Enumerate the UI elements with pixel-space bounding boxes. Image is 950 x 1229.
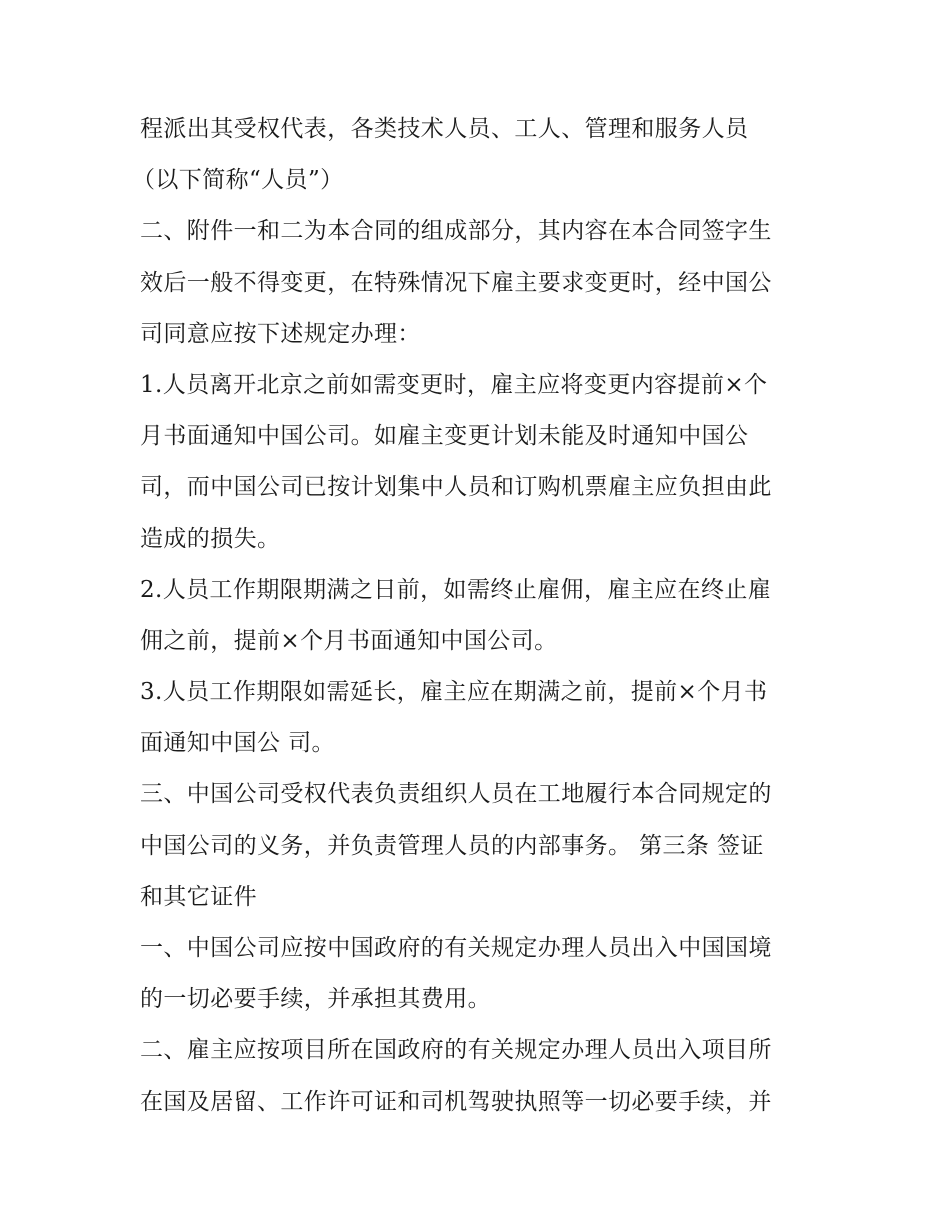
- text-line: 二、雇主应按项目所在国政府的有关规定办理人员出入项目所: [140, 1037, 772, 1064]
- text-line: 3.人员工作期限如需延长，雇主应在期满之前，提前×个月书: [140, 679, 768, 706]
- text-line: 佣之前，提前×个月书面通知中国公司。: [140, 627, 558, 654]
- document-body: [132, 104, 830, 1128]
- text-line: 效后一般不得变更，在特殊情况下雇主要求变更时，经中国公: [140, 269, 772, 296]
- text-line: 程派出其受权代表，各类技术人员、工人、管理和服务人员: [140, 116, 749, 142]
- text-line: 的一切必要手续，并承担其费用。: [140, 986, 491, 1013]
- text-line: 二、附件一和二为本合同的组成部分，其内容在本合同签字生: [140, 218, 772, 245]
- text-line: 和其它证件: [140, 883, 257, 910]
- text-line: 造成的损失。: [140, 525, 281, 552]
- text-line: 2.人员工作期限期满之日前，如需终止雇佣，雇主应在终止雇: [140, 576, 772, 603]
- text-line: 中国公司的义务，并负责管理人员的内部事务。 第三条 签证: [140, 832, 764, 859]
- text-line: 司同意应按下述规定办理：: [140, 320, 421, 347]
- text-line: 1.人员离开北京之前如需变更时，雇主应将变更内容提前×个: [140, 371, 768, 398]
- text-line: 面通知中国公 司。: [140, 730, 335, 757]
- text-line: 一、中国公司应按中国政府的有关规定办理人员出入中国国境: [140, 935, 772, 961]
- text-line: 在国及居留、工作许可证和司机驾驶执照等一切必要手续，并: [140, 1088, 772, 1115]
- text-line: 月书面通知中国公司。如雇主变更计划未能及时通知中国公: [140, 423, 749, 450]
- text-line: 三、中国公司受权代表负责组织人员在工地履行本合同规定的: [140, 781, 772, 808]
- text-line: （以下简称“人员”）: [132, 167, 344, 194]
- text-line: 司，而中国公司已按计划集中人员和订购机票雇主应负担由此: [140, 474, 772, 501]
